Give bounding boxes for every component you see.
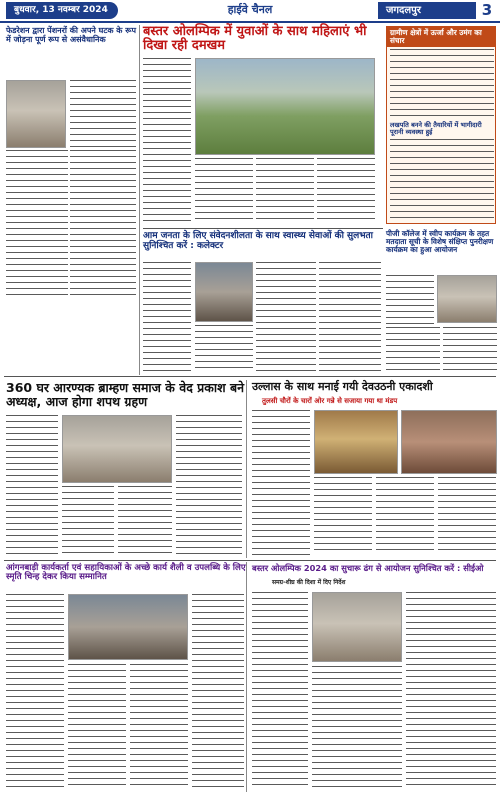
story-bastar-olympic-ceo-photo — [312, 592, 402, 662]
story-dev-uthani-body-3 — [376, 477, 434, 555]
section-divider-2 — [4, 376, 496, 377]
story-anganwadi-headline: आंगनबाड़ी कार्यकर्ता एवं सहायिकाओं के अच्छे कार्य शैली व उपलब्धि के लिए स्मृति चिन्ह देकर किया सम्मानित — [6, 563, 246, 583]
story-federation-body — [70, 80, 136, 148]
story-pg-college-body — [386, 275, 434, 325]
story-federation-headline: फेडरेशन द्वारा पेंशनरों की अपने घटक के रूप में जोड़ना पूर्ण रूप से असंवैधानिक — [6, 26, 136, 44]
story-dev-uthani-photo-2 — [401, 410, 497, 474]
story-aranyak-body-2 — [62, 486, 114, 555]
story-dev-uthani-body-4 — [438, 477, 496, 555]
story-bastar-olympic-ceo-body — [252, 592, 308, 790]
page-number: 3 — [476, 0, 498, 21]
story-dev-uthani-body — [252, 410, 310, 555]
story-collector-body-2 — [195, 325, 253, 372]
section-divider — [143, 228, 383, 229]
header-rule — [0, 21, 500, 23]
story-bastar-olympic-photo — [195, 58, 375, 155]
story-federation-body-2 — [6, 150, 68, 300]
sidebar-box-subheadline: लखपति बनने की तैयारियों में भागीदारी पूरानी व्यवस्था हुई — [390, 121, 482, 137]
story-aranyak-headline: 360 घर आरण्यक ब्राम्हण समाज के वेद प्रकाश बने अध्यक्ष, आज होगा शपथ ग्रहण — [6, 380, 245, 409]
story-collector-body — [143, 262, 191, 372]
story-pg-college-headline: पीजी कॉलेज में स्वीप कार्यक्रम के तहत मतदाता सूची के विशेष संक्षिप्त पुनरीक्षण कार्यक्रम का हुआ आयोजन — [386, 229, 494, 255]
story-bastar-olympic-ceo-body-3 — [406, 592, 496, 790]
page-header — [0, 0, 500, 22]
story-pg-college-body-2 — [386, 327, 440, 372]
story-bastar-olympic-body — [143, 58, 191, 223]
sidebar-box-headline: ग्रामीण क्षेत्रों में ऊर्जा और उमंग का संचार — [387, 27, 495, 47]
column-divider — [139, 25, 140, 375]
issue-date: बुधवार, 13 नवम्बर 2024 — [6, 2, 118, 19]
story-anganwadi-body-2 — [68, 664, 126, 790]
story-federation-body-3 — [70, 150, 136, 300]
story-aranyak-body — [6, 415, 58, 555]
story-bastar-olympic-ceo-headline: बस्तर ओलम्पिक 2024 का सुचारू ढंग से आयोजन सुनिश्चित करें : सीईओ — [252, 563, 484, 573]
column-divider-2 — [246, 380, 247, 558]
sidebar-box-body-2 — [390, 139, 494, 221]
story-dev-uthani-subhead: तुलसी चौरों के चारों ओर गन्ने से सजाया गया था मंडप — [262, 397, 398, 405]
story-aranyak-body-3 — [118, 486, 172, 555]
story-dev-uthani-headline: उल्लास के साथ मनाई गयी देवउठनी एकादशी — [252, 380, 433, 393]
story-bastar-olympic-body-2 — [195, 158, 253, 223]
story-anganwadi-photo — [68, 594, 188, 660]
story-dev-uthani-photo — [314, 410, 398, 474]
story-anganwadi-body — [6, 594, 64, 790]
section-divider-3 — [4, 560, 496, 561]
story-pg-college-body-3 — [443, 327, 497, 372]
column-divider-3 — [246, 562, 247, 792]
sidebar-box-body — [390, 49, 494, 119]
story-aranyak-body-4 — [176, 415, 242, 555]
story-collector-body-3 — [256, 262, 316, 372]
story-aranyak-photo — [62, 415, 172, 483]
story-pg-college-photo — [437, 275, 497, 323]
city-edition: जगदलपुर — [378, 2, 476, 19]
newspaper-brand: हाईवे चैनल — [227, 3, 273, 16]
sidebar-box — [386, 26, 496, 224]
story-collector-headline: आम जनता के लिए संवेदनशीलता के साथ स्वास्थ्य सेवाओं की सुलभता सुनिश्चित करें : कलेक्टर — [143, 231, 374, 251]
story-federation-photo — [6, 80, 66, 148]
story-anganwadi-body-3 — [130, 664, 188, 790]
story-bastar-olympic-headline: बस्तर ओलम्पिक में युवाओं के साथ महिलाएं भी दिखा रही दमखम — [143, 24, 367, 54]
story-bastar-olympic-ceo-body-2 — [312, 666, 402, 790]
story-dev-uthani-body-2 — [314, 477, 372, 555]
story-bastar-olympic-ceo-subhead: समग्र-शीघ्र की दिशा में दिए निर्देश — [272, 579, 346, 586]
story-collector-photo — [195, 262, 253, 322]
story-anganwadi-body-4 — [192, 594, 244, 790]
story-collector-body-4 — [319, 262, 381, 372]
story-bastar-olympic-body-3 — [256, 158, 314, 223]
story-bastar-olympic-body-4 — [317, 158, 375, 223]
